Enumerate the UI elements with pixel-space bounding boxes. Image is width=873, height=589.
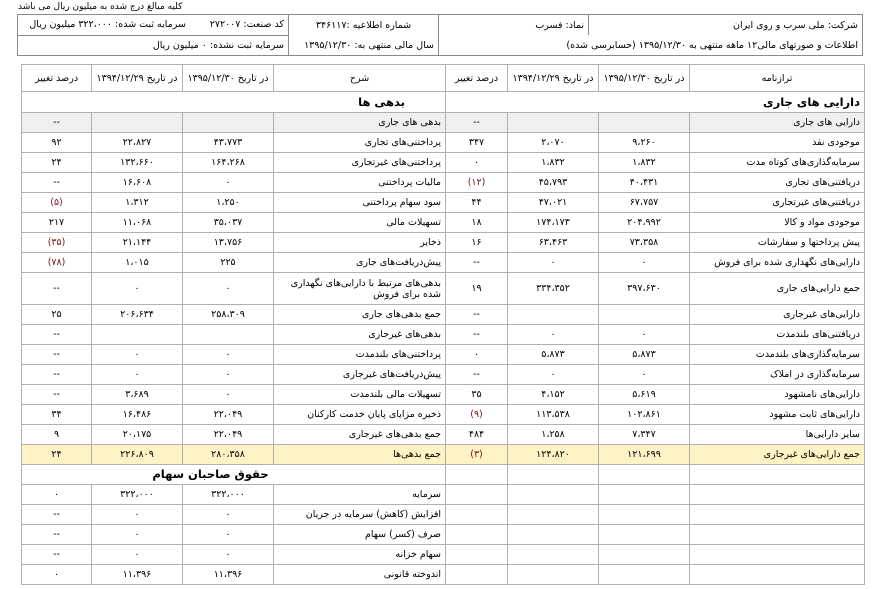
value-cell: ۲،۰۷۰ [508,133,599,153]
col-description: شرح [274,65,446,92]
value-cell: ۴۳،۷۷۳ [183,133,274,153]
value-cell [599,305,690,325]
row-label: دارایی‌های ثابت مشهود [690,405,865,425]
change-cell: ۲۱۷ [22,213,92,233]
value-cell [508,485,599,505]
value-cell: ۱۲۱،۶۹۹ [599,445,690,465]
value-cell [599,565,690,585]
table-row [22,153,865,173]
row-label: دارایی‌های غیرجاری [690,305,865,325]
value-cell: ۱،۸۳۲ [508,153,599,173]
row-label: ذخیره مزایای پایان خدمت کارکنان [274,405,446,425]
value-cell: ۰ [92,273,183,305]
row-label [690,545,865,565]
row-label [690,525,865,545]
change-cell [446,545,508,565]
value-cell: ۰ [508,253,599,273]
row-label: تسهیلات مالی [274,213,446,233]
change-cell: ۹ [22,425,92,445]
row-label: سرمایه‌گذاری در املاک [690,365,865,385]
row-label: اندوخته قانونی [274,565,446,585]
change-cell: -- [446,325,508,345]
value-cell: ۰ [92,525,183,545]
value-cell: ۶۳،۴۶۳ [508,233,599,253]
value-cell [599,525,690,545]
value-cell: ۰ [183,365,274,385]
row-label: پیش‌دریافت‌های جاری [274,253,446,273]
row-label: سرمایه‌گذاری‌های کوتاه مدت [690,153,865,173]
row-label: پرداختنی‌های غیرتجاری [274,153,446,173]
value-cell: ۰ [183,525,274,545]
value-cell: ۱،۸۳۲ [599,153,690,173]
change-cell [446,485,508,505]
change-cell: ۰ [446,345,508,365]
value-cell: ۰ [183,385,274,405]
value-cell: ۲۸۰،۳۵۸ [183,445,274,465]
unregistered-capital: سرمایه ثبت نشده: ۰ میلیون ریال [18,35,289,56]
table-row [22,565,865,585]
row-label: ذخایر [274,233,446,253]
row-label: پیش‌دریافت‌های غیرجاری [274,365,446,385]
table-row [22,253,865,273]
change-cell [446,465,508,485]
row-label: جمع دارایی‌های غیرجاری [690,445,865,465]
section-current-assets: دارایی های جاری [446,92,865,113]
row-label [690,565,865,585]
change-cell [446,525,508,545]
value-cell: ۳۳۴،۳۵۲ [508,273,599,305]
section-row [22,92,865,113]
change-cell: -- [446,365,508,385]
value-cell [599,545,690,565]
value-cell: ۰ [508,365,599,385]
value-cell: ۲۰۴،۹۹۲ [599,213,690,233]
value-cell [508,525,599,545]
value-cell [508,113,599,133]
change-cell: ۱۶ [446,233,508,253]
table-row [22,113,865,133]
section-liabilities: بدهی ها [22,92,446,113]
value-cell: ۰ [508,325,599,345]
value-cell: ۱۲۴،۸۲۰ [508,445,599,465]
table-row [22,213,865,233]
value-cell: ۲۵۸،۳۰۹ [183,305,274,325]
value-cell: ۵،۸۷۳ [508,345,599,365]
value-cell [183,325,274,345]
col-r-1395: در تاریخ ۱۳۹۵/۱۲/۳۰ [599,65,690,92]
table-row [22,425,865,445]
fiscal-year: سال مالی منتهی به: ۱۳۹۵/۱۲/۳۰ [289,35,439,56]
registered-capital [18,15,289,36]
table-row [22,173,865,193]
row-label: بدهی های جاری [274,113,446,133]
change-cell: (۷۸) [22,253,92,273]
value-cell [599,505,690,525]
value-cell: ۰ [183,173,274,193]
change-cell: ۰ [22,565,92,585]
balance-sheet-table [21,64,865,585]
row-label: سرمایه‌گذاری‌های بلندمدت [690,345,865,365]
company-name: شرکت: ملی سرب و روی ایران [589,15,863,36]
table-row [22,505,865,525]
registered-capital-text: سرمایه ثبت شده: ۳۲۲،۰۰۰ میلیون ریال [29,19,186,31]
value-cell: ۰ [92,365,183,385]
change-cell: ۰ [22,485,92,505]
table-row [22,465,865,485]
column-header-row [22,65,865,92]
col-r-1394: در تاریخ ۱۳۹۴/۱۲/۲۹ [508,65,599,92]
value-cell: ۰ [92,345,183,365]
value-cell [508,465,599,485]
section-equity: حقوق صاحبان سهام [22,465,446,485]
row-label: سهام خزانه [274,545,446,565]
row-label: سود سهام پرداختنی [274,193,446,213]
value-cell: ۱۱۳،۵۳۸ [508,405,599,425]
change-cell: ۱۹ [446,273,508,305]
change-cell: (۱۲) [446,173,508,193]
change-cell: -- [22,113,92,133]
row-label: جمع بدهی‌های جاری [274,305,446,325]
value-cell: ۴۷،۰۲۱ [508,193,599,213]
row-label: بدهی‌های مرتبط با دارایی‌های نگهداری شده برای فروش [274,273,446,305]
change-cell: ۴۴ [446,193,508,213]
change-cell: ۱۸ [446,213,508,233]
table-row [22,485,865,505]
notice-number: شماره اطلاعیه :۳۴۶۱۱۷ [289,15,439,36]
row-label: موجودی مواد و کالا [690,213,865,233]
report-description: اطلاعات و صورتهای مالی۱۲ ماهه منتهی به ۱۳۹۵/۱۲/۳۰ (حسابرسی شده) [439,35,863,56]
row-label [690,485,865,505]
row-label: دارایی‌های نامشهود [690,385,865,405]
value-cell: ۱۰۲،۸۶۱ [599,405,690,425]
table-row [22,133,865,153]
row-label: دریافتنی‌های غیرتجاری [690,193,865,213]
col-l-1395: در تاریخ ۱۳۹۵/۱۲/۳۰ [183,65,274,92]
value-cell: ۲۲۶،۸۰۹ [92,445,183,465]
value-cell: ۳۲۲،۰۰۰ [92,485,183,505]
value-cell: ۱،۰۱۵ [92,253,183,273]
value-cell: ۲۱،۱۴۴ [92,233,183,253]
value-cell [92,325,183,345]
row-label: سرمایه [274,485,446,505]
value-cell: ۱۳،۷۵۶ [183,233,274,253]
change-cell: -- [446,305,508,325]
row-label: موجودی نقد [690,133,865,153]
change-cell: -- [22,385,92,405]
value-cell: ۴۰،۴۳۱ [599,173,690,193]
value-cell: ۱،۲۵۰ [183,193,274,213]
change-cell: -- [22,345,92,365]
change-cell: ۲۴ [22,153,92,173]
value-cell: ۲۰۶،۶۳۴ [92,305,183,325]
row-label: دریافتنی‌های بلندمدت [690,325,865,345]
change-cell [446,505,508,525]
value-cell: ۰ [183,505,274,525]
value-cell: ۶۷،۷۵۷ [599,193,690,213]
value-cell: ۱۷۴،۱۷۳ [508,213,599,233]
change-cell: ۰ [446,153,508,173]
row-label: دارایی های جاری [690,113,865,133]
value-cell: ۱۶،۴۸۶ [92,405,183,425]
value-cell: ۷۳،۳۵۸ [599,233,690,253]
value-cell: ۱۶،۶۰۸ [92,173,183,193]
value-cell: ۱،۳۱۲ [92,193,183,213]
row-label: صرف (کسر) سهام [274,525,446,545]
row-label: پیش پرداختها و سفارشات [690,233,865,253]
row-label: تسهیلات مالی بلندمدت [274,385,446,405]
value-cell [508,545,599,565]
col-l-1394: در تاریخ ۱۳۹۴/۱۲/۲۹ [92,65,183,92]
value-cell: ۵،۸۷۳ [599,345,690,365]
value-cell [508,505,599,525]
value-cell: ۰ [92,505,183,525]
value-cell: ۲۲۵ [183,253,274,273]
value-cell: ۷،۳۴۷ [599,425,690,445]
value-cell: ۱۱،۰۶۸ [92,213,183,233]
change-cell: ۳۴ [22,405,92,425]
row-label: پرداختنی‌های تجاری [274,133,446,153]
row-label: سایر دارایی‌ها [690,425,865,445]
row-label: دارایی‌های نگهداری شده برای فروش [690,253,865,273]
value-cell: ۲۲،۸۲۷ [92,133,183,153]
value-cell: ۲۲،۰۴۹ [183,405,274,425]
change-cell: (۹) [446,405,508,425]
table-row [22,325,865,345]
row-label: جمع بدهی‌ها [274,445,446,465]
row-label: مالیات پرداختنی [274,173,446,193]
change-cell: ۳۴۷ [446,133,508,153]
table-row [22,193,865,213]
value-cell: ۰ [599,253,690,273]
table-row [22,273,865,305]
value-cell: ۰ [183,273,274,305]
value-cell: ۱۱،۳۹۶ [92,565,183,585]
value-cell: ۱۳۲،۶۶۰ [92,153,183,173]
value-cell [92,113,183,133]
value-cell: ۰ [183,345,274,365]
change-cell: ۳۵ [446,385,508,405]
row-label [690,465,865,485]
value-cell [599,485,690,505]
table-row [22,233,865,253]
change-cell: -- [22,525,92,545]
row-label: پرداختنی‌های بلندمدت [274,345,446,365]
symbol: نماد: فسرب [439,15,589,36]
value-cell: ۹،۲۶۰ [599,133,690,153]
row-label: جمع بدهی‌های غیرجاری [274,425,446,445]
table-row [22,405,865,425]
value-cell: ۲۲،۰۴۹ [183,425,274,445]
row-label: بدهی‌های غیرجاری [274,325,446,345]
value-cell: ۳۹۷،۶۳۰ [599,273,690,305]
value-cell [599,113,690,133]
change-cell [446,565,508,585]
table-row [22,305,865,325]
change-cell: ۴۸۴ [446,425,508,445]
value-cell: ۰ [599,325,690,345]
change-cell: -- [22,505,92,525]
change-cell: -- [22,325,92,345]
value-cell: ۰ [92,545,183,565]
change-cell: ۹۲ [22,133,92,153]
value-cell: ۱۱،۳۹۶ [183,565,274,585]
change-cell: -- [22,545,92,565]
change-cell: ۲۴ [22,445,92,465]
row-label: دریافتنی‌های تجاری [690,173,865,193]
value-cell [508,565,599,585]
value-cell [183,113,274,133]
table-row [22,365,865,385]
value-cell: ۳،۶۸۹ [92,385,183,405]
change-cell: -- [446,113,508,133]
value-cell: ۵،۶۱۹ [599,385,690,405]
change-cell: -- [22,273,92,305]
table-row [22,545,865,565]
change-cell: (۵) [22,193,92,213]
value-cell: ۰ [183,545,274,565]
change-cell: (۳) [446,445,508,465]
col-r-change: درصد تغییر [446,65,508,92]
table-row [22,345,865,365]
row-label: افزایش (کاهش) سرمایه در جریان [274,505,446,525]
value-cell: ۴،۱۵۲ [508,385,599,405]
value-cell: ۴۵،۷۹۳ [508,173,599,193]
change-cell: -- [22,365,92,385]
table-row [22,385,865,405]
table-row [22,525,865,545]
value-cell: ۳۲۲،۰۰۰ [183,485,274,505]
industry-code: کد صنعت: ۲۷۲۰۰۷ [209,19,284,31]
row-label [690,505,865,525]
change-cell: -- [446,253,508,273]
value-cell: ۱،۲۵۸ [508,425,599,445]
change-cell: (۳۵) [22,233,92,253]
amounts-note: کلیه مبالغ درج شده به میلیون ریال می باشد [18,2,183,12]
col-l-change: درصد تغییر [22,65,92,92]
value-cell: ۳۵،۰۳۷ [183,213,274,233]
col-balance-sheet: ترازنامه [690,65,865,92]
value-cell [508,305,599,325]
value-cell: ۱۶۴،۲۶۸ [183,153,274,173]
value-cell [599,465,690,485]
report-header [17,14,863,56]
table-row [22,445,865,465]
change-cell: -- [22,173,92,193]
row-label: جمع دارایی‌های جاری [690,273,865,305]
value-cell: ۰ [599,365,690,385]
value-cell: ۲۰،۱۷۵ [92,425,183,445]
change-cell: ۲۵ [22,305,92,325]
